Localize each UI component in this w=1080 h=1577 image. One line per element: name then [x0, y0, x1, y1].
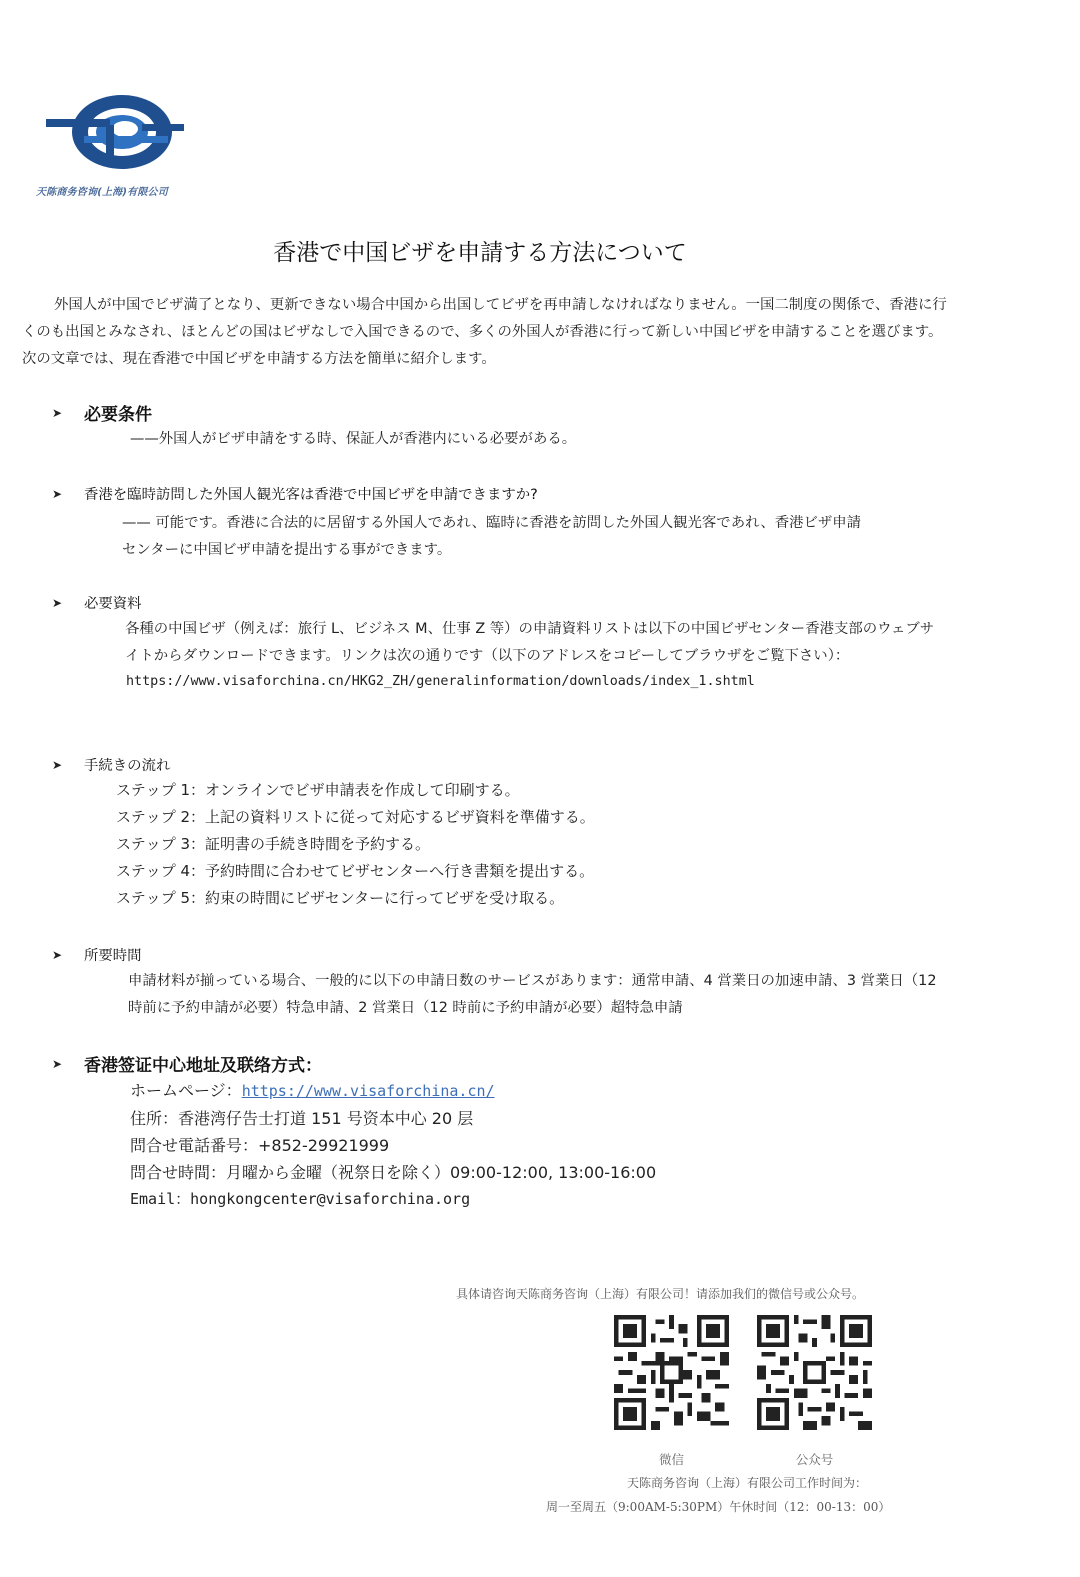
step-item: [116, 831, 952, 858]
section-body: ——外国人がビザ申請をする時、保証人が香港内にいる必要がある。: [130, 431, 577, 447]
logo-caption: 天陈商务咨询(上海)有限公司: [36, 187, 168, 198]
section-body-line: センターに中国ビザ申請を提出する事ができます。: [122, 542, 452, 558]
email-row: Email：hongkongcenter@visaforchina.org: [130, 1190, 471, 1208]
hours-row: 問合せ時間：月曜から金曜（祝祭日を除く）09:00-12:00, 13:00-16:00: [130, 1163, 657, 1182]
page-title: 香港で中国ビザを申請する方法について: [273, 240, 687, 266]
step-item: [116, 804, 952, 831]
bullet-arrow-icon: ➤: [52, 1056, 63, 1071]
working-hours-heading: 天陈商务咨询（上海）有限公司工作时间为：: [627, 1476, 868, 1490]
step-text: 証明書の手続き時間を予約する。: [205, 835, 431, 853]
section-documents: [52, 592, 952, 689]
step-item: [116, 885, 952, 912]
homepage-label: ホームページ：: [130, 1081, 242, 1100]
step-label: ステップ 3：: [116, 835, 206, 853]
working-hours-detail: 周一至周五（9:00AM-5:30PM）午休时间（12：00-13：00）: [546, 1500, 891, 1514]
step-text: 約束の時間にビザセンターに行ってビザを受け取る。: [205, 889, 565, 907]
step-item: [116, 858, 952, 885]
official-account-qr-code: [757, 1315, 872, 1430]
bullet-arrow-icon: ➤: [52, 486, 63, 501]
bullet-arrow-icon: ➤: [52, 757, 63, 772]
section-title: 所要時間: [84, 948, 142, 964]
step-label: ステップ 1：: [116, 781, 206, 799]
section-body-line: —— 可能です。香港に合法的に居留する外国人であれ、臨時に香港を訪問した外国人観光客であれ、香港ビザ申請: [122, 515, 862, 531]
section-title: 香港签证中心地址及联络方式：: [84, 1056, 322, 1076]
section-body: 申請材料が揃っている場合、一般的に以下の申請日数のサービスがあります：通常申請、4 営業日の加速申請、3 営業日（12 時前に予約申請が必要）特急申請、2 営業日（12 時前に予約申請が必要）超特急申請: [128, 973, 937, 1016]
section-requirements: [52, 400, 952, 453]
section-title: 必要資料: [84, 596, 142, 612]
contact-details: [130, 1077, 952, 1213]
bullet-arrow-icon: ➤: [52, 405, 63, 420]
wechat-qr-code: [614, 1315, 729, 1430]
step-label: ステップ 4：: [116, 862, 206, 880]
section-title: 手続きの流れ: [84, 758, 171, 774]
step-item: [116, 777, 952, 804]
download-url: https://www.visaforchina.cn/HKG2_ZH/generalinformation/downloads/index_1.shtml: [126, 674, 755, 689]
step-text: オンラインでビザ申請表を作成して印刷する。: [205, 781, 520, 799]
section-process: [52, 754, 952, 912]
official-account-qr-label: 公众号: [795, 1452, 834, 1467]
step-label: ステップ 2：: [116, 808, 206, 826]
step-text: 上記の資料リストに従って対応するビザ資料を準備する。: [205, 808, 595, 826]
phone-row: 問合せ電話番号：+852-29921999: [130, 1136, 390, 1155]
section-title: 必要条件: [84, 405, 152, 425]
bullet-arrow-icon: ➤: [52, 595, 63, 610]
steps-list: [116, 777, 952, 912]
section-contact: [52, 1051, 952, 1213]
homepage-row: [130, 1077, 952, 1105]
section-time: [52, 944, 952, 1022]
intro-paragraph: 外国人が中国でビザ満了となり、更新できない場合中国から出国してビザを再申請しなければなりません。一国二制度の関係で、香港に行くのも出国とみなされ、ほとんどの国はビザなしで入国できるので、多くの外国人が香港に行って新しい中国ビザを申請することを選びます。次の文章では、現在香港で中国ビザを申請する方法を簡単に紹介します。: [22, 297, 947, 367]
section-body: 各種の中国ビザ（例えば：旅行 L、ビジネス M、仕事 Z 等）の申請資料リストは以下の中国ビザセンター香港支部のウェブサイトからダウンロードできます。リンクは次の通りです（以下のアドレスをコピーしてブラウザをご覧下さい）：: [125, 621, 935, 664]
bullet-arrow-icon: ➤: [52, 947, 63, 962]
section-tourists: [52, 483, 952, 564]
step-text: 予約時間に合わせてビザセンターへ行き書類を提出する。: [205, 862, 595, 880]
consult-note: 具体请咨询天陈商务咨询（上海）有限公司！请添加我们的微信号或公众号。: [456, 1287, 865, 1301]
homepage-link[interactable]: https://www.visaforchina.cn/: [241, 1082, 495, 1100]
step-label: ステップ 5：: [116, 889, 206, 907]
section-title: 香港を臨時訪問した外国人観光客は香港で中国ビザを申請できますか?: [84, 487, 538, 503]
wechat-qr-label: 微信: [658, 1452, 684, 1467]
address-row: 住所：香港湾仔告士打道 151 号资本中心 20 层: [130, 1109, 474, 1128]
